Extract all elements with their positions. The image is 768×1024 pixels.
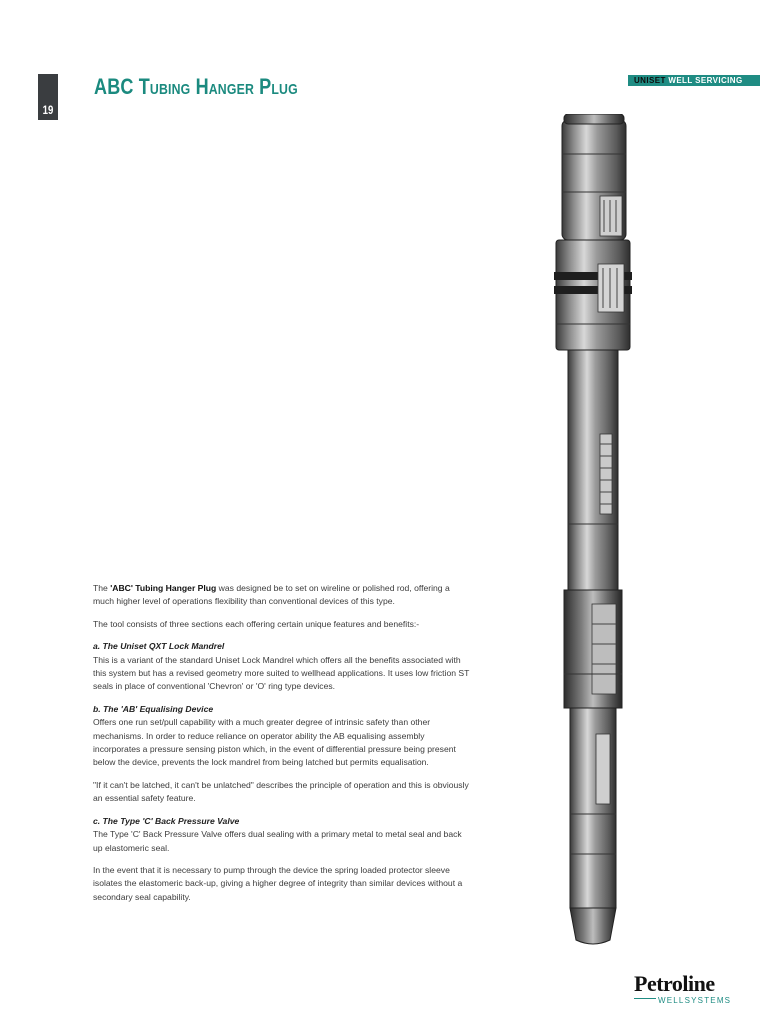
section-c-text: The Type 'C' Back Pressure Valve offers dual sealing with a primary metal to metal seal and back up elastomeric seal. <box>93 829 462 853</box>
tubing-hanger-plug-illustration <box>548 114 638 946</box>
company-logo <box>634 973 734 1013</box>
brand-banner <box>628 75 760 86</box>
page-title: ABC Tubing Hanger Plug <box>94 74 298 99</box>
page-number: 19 <box>42 103 54 117</box>
logo-wordmark: Petroline <box>634 971 715 996</box>
overview-paragraph: The tool consists of three sections each offering certain unique features and benefits:- <box>93 618 420 629</box>
product-name: 'ABC' Tubing Hanger Plug <box>110 583 217 593</box>
page-number-tab <box>38 74 58 120</box>
section-b-quote: "If it can't be latched, it can't be unlatched" describes the principle of operation and this is obviously an essential safety feature. <box>93 779 469 804</box>
section-a-text: This is a variant of the standard Uniset Lock Mandrel which offers all the benefits associated with this system but has a revised geometry more suited to wellhead applications. It uses low friction ST seals in place of conventional 'Chevron' or 'O' ring type devices. <box>93 654 470 692</box>
intro-text-start: The <box>93 583 111 593</box>
intro-text-end: was designed be to set on wireline or polished rod, offering a much higher level of operations flexibility than conventional devices of this type. <box>93 583 450 607</box>
section-a-heading: a. The Uniset QXT Lock Mandrel <box>93 641 225 652</box>
description-text <box>93 582 471 913</box>
tool-nose <box>570 908 616 944</box>
logo-subtitle: WELLSYSTEMS <box>658 996 732 1005</box>
section-c-text-2: In the event that it is necessary to pump through the device the spring loaded protector sleeve isolates the elastomeric back-up, giving a higher degree of integrity than similar devices without a secondary seal capability. <box>93 864 463 902</box>
brand-name: UNISET <box>634 76 666 85</box>
brand-tagline: WELL SERVICING <box>668 76 743 85</box>
section-b-heading: b. The 'AB' Equalising Device <box>93 703 214 714</box>
tool-head-cap <box>564 114 624 124</box>
section-b-text: Offers one run set/pull capability with a much greater degree of intrinsic safety than other mechanisms. In order to reduce reliance on operator ability the AB equalising assembly incorporates a pressure sensing piston which, in the event of differential pressure being present below the device, prevents the lock mandrel from being latched but permits equalisation. <box>93 717 456 768</box>
section-c-heading: c. The Type 'C' Back Pressure Valve <box>93 815 240 826</box>
logo-rule <box>634 998 656 999</box>
intro-paragraph <box>93 582 471 609</box>
